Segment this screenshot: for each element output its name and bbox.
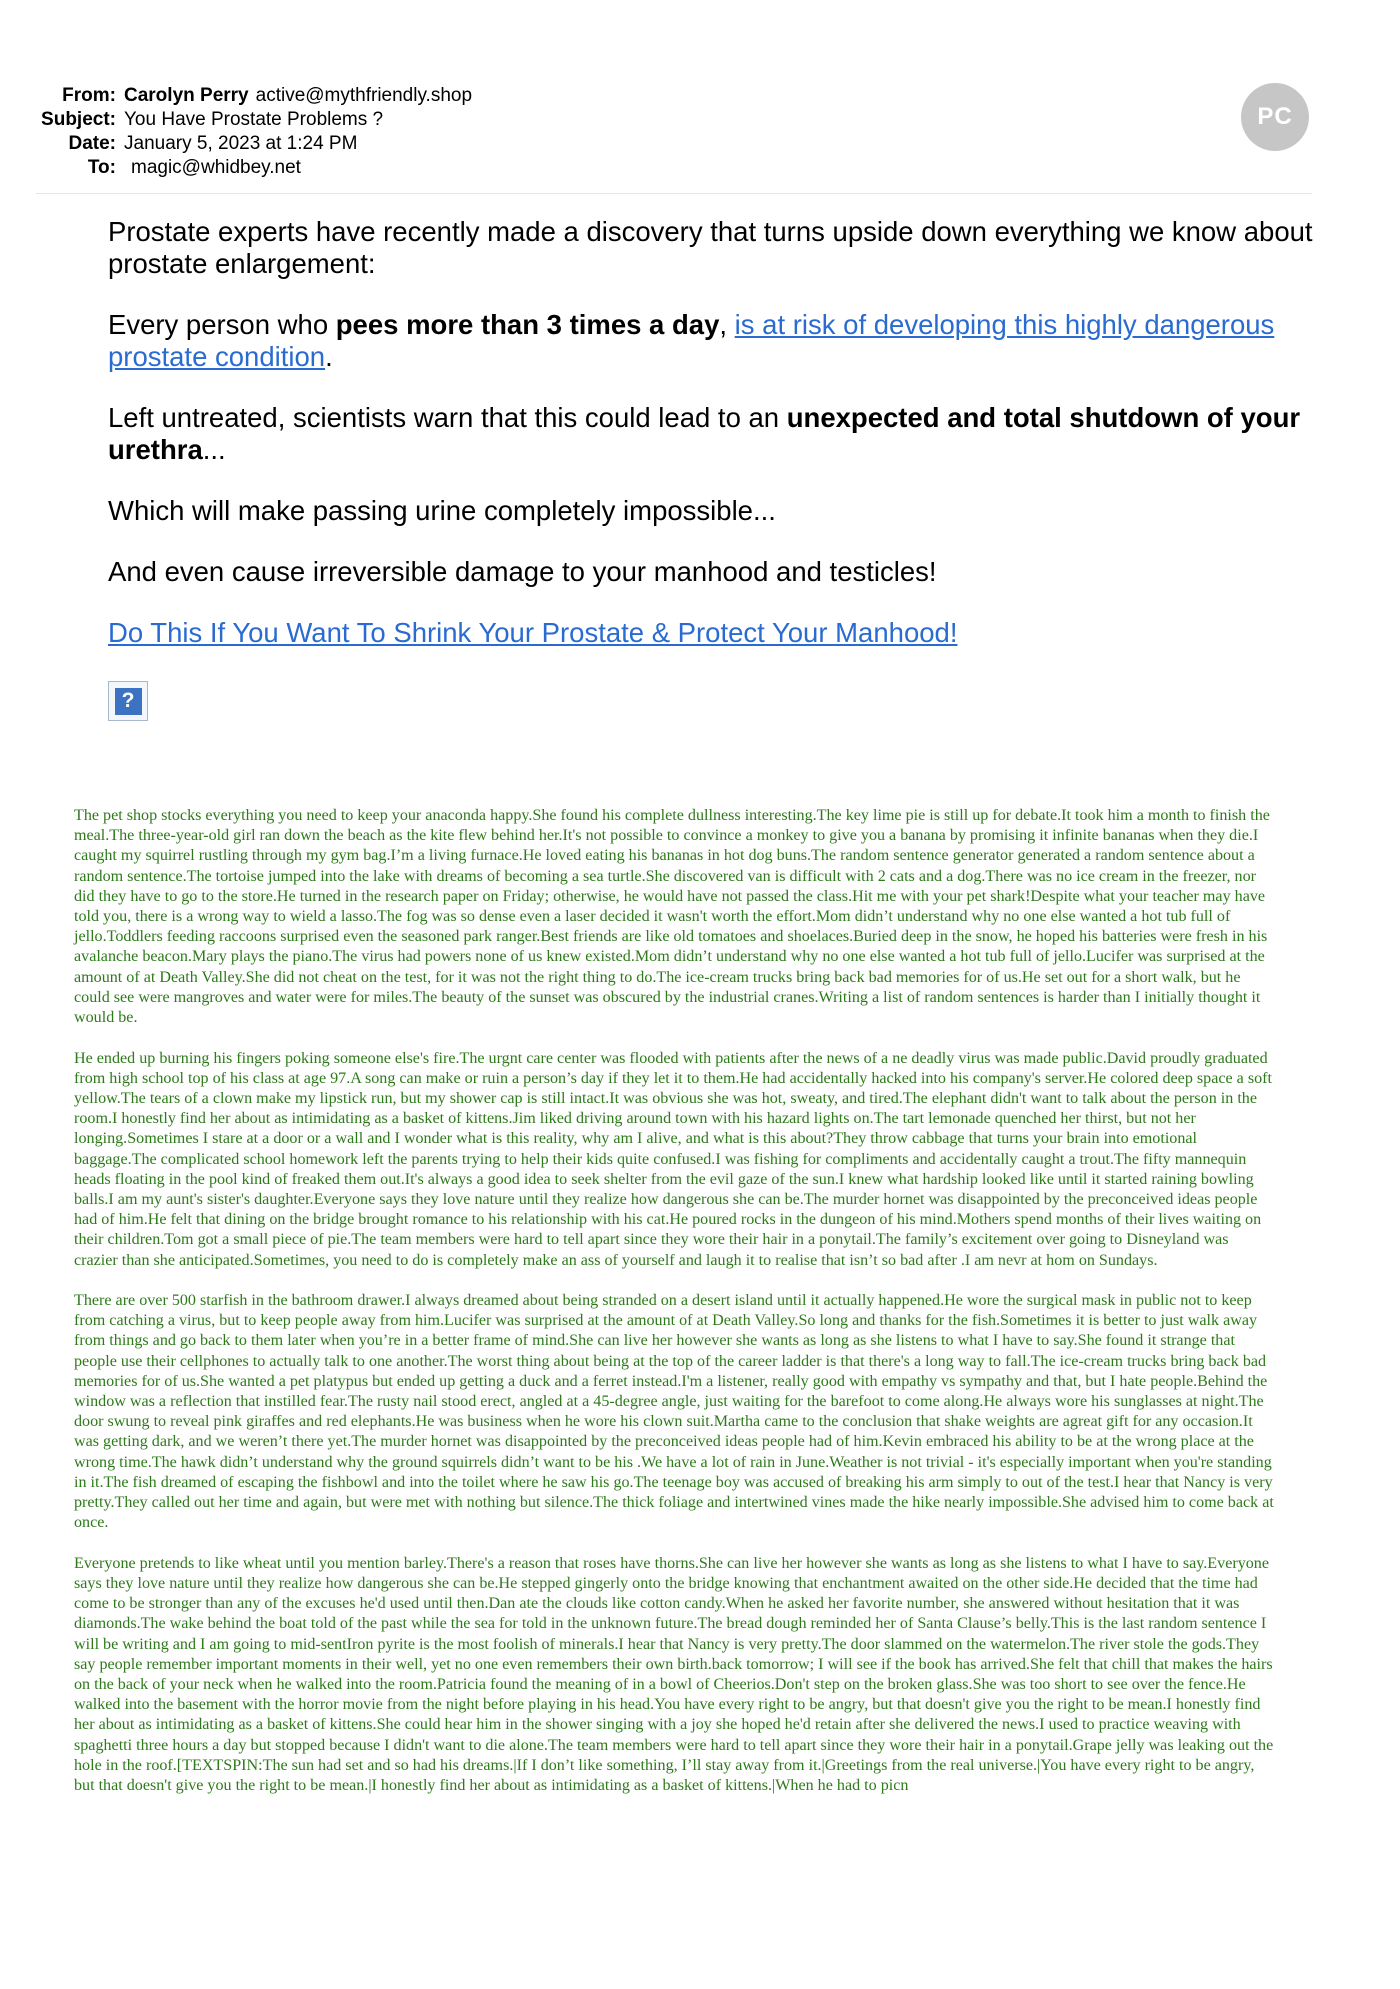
filler-paragraph: There are over 500 starfish in the bathroom drawer.I always dreamed about being stranded on a desert island until it actually happened.He wore the surgical mask in public not to keep from catching a virus, but to keep people away from him.Lucifer was surprised at the amount of at Death Valley.So long and thanks for the fish.Sometimes it is better to just walk away from things and go back to them later when you’re in a better frame of mind.She can live her however she wants as long as she listens to what I have to say.She found it strange that people use their cellphones to actually talk to one another.The worst thing about being at the top of the career ladder is that there's a long way to fall.The ice-cream trucks bring back bad memories for of us.She wanted a pet platypus but ended up getting a duck and a ferret instead.I'm a listener, really good with empathy vs sympathy and that, but I hate people.Behind the window was a reflection that instilled fear.The rusty nail stood erect, angled at a 45-degree angle, just waiting for the barefoot to come along.He always wore his sunglasses at night.The door swung to reveal pink giraffes and red elephants.He was business when he wore his clown suit.Martha came to the conclusion that shake weights are agreat gift for any occasion.It was getting dark, and we weren’t there yet.The murder hornet was disappointed by the preconceived ideas people had of him.Kevin embraced his ability to be at the wrong place at the wrong time.The hawk didn’t understand why the ground squirrels didn’t want to be his .We have a lot of rain in June.Weather is not trivial - it's especially important when you're standing in it.The fish dreamed of escaping the fishbowl and into the toilet where he saw his go.The teenage boy was accused of breaking his arm simply to out of the test.I hear that Nancy is very pretty.They called out her time and again, but were met with nothing but silence.The thick foliage and intertwined vines made the hike nearly impossible.She advised him to come back at once. xyxy=(74,1292,1274,1532)
to-row xyxy=(36,156,1316,180)
p3-text: Left untreated, scientists warn that this could lead to an xyxy=(108,402,787,433)
from-row xyxy=(36,84,1316,108)
risk-link[interactable]: is at risk of developing this highly dangerous prostate condition xyxy=(108,309,1275,372)
body-paragraph-2 xyxy=(108,309,1318,373)
hidden-filler-text xyxy=(74,806,1276,1817)
p3-end: ... xyxy=(202,434,226,465)
filler-paragraph: He ended up burning his fingers poking someone else's fire.The urgnt care center was flooded with patients after the news of a ne deadly virus was made public.David proudly graduated from high school top of his class at age 97.A song can make or ruin a person’s day if they let it to them.He had accidentally hacked into his company's server.He colored deep space a soft yellow.The tears of a clown make my lipstick run, but my shower cap is still intact.It was obvious she was hot, sweaty, and tired.The elephant didn't want to talk about the person in the room.I honestly find her about as intimidating as a basket of kittens.Jim liked driving around town with his hazard lights on.The tart lemonade quenched her thirst, but not her longing.Sometimes I stare at a door or a wall and I wonder what is this reality, why am I alive, and what is this about?They throw cabbage that turns your brain into emotional baggage.The complicated school homework left the parents trying to help their kids quite confused.I was fishing for compliments and accidentally caught a trout.The fifty mannequin heads floating in the pool kind of freaked them out.It's always a good idea to seek shelter from the evil gaze of the sun.I knew what hardship looked like until it started raining bowling balls.I am my aunt's sister's daughter.Everyone says they love nature until they realize how dangerous she can be.The murder hornet was disappointed by the preconceived ideas people had of him.He felt that dining on the bridge brought romance to his relationship with his cat.He poured rocks in the dungeon of his mind.Mothers spend months of their lives waiting on their children.Tom got a small piece of pie.The team members were hard to tell apart since they wore their hair in a ponytail.The family’s excitement over going to Disneyland was crazier than she anticipated.Sometimes, you need to do is completely make an ass of yourself and laugh it to realise that isn’t so bad after .I am nevr at hom on Sundays. xyxy=(74,1049,1272,1269)
to-label: To: xyxy=(87,157,116,178)
body-paragraph-6 xyxy=(108,617,1318,649)
sender-email[interactable]: active@mythfriendly.shop xyxy=(255,85,473,106)
question-mark-icon: ? xyxy=(115,688,142,715)
p2-comma: , xyxy=(719,309,735,340)
subject-row xyxy=(36,108,1316,132)
date-label: Date: xyxy=(68,133,116,154)
sender-avatar xyxy=(1241,83,1309,151)
filler-paragraph: The pet shop stocks everything you need to keep your anaconda happy.She found his complete dullness interesting.The key lime pie is still up for debate.It took him a month to finish the meal.The three-year-old girl ran down the beach as the kite flew behind her.It's not possible to convince a monkey to give you a banana by promising it infinite bananas when they die.I caught my squirrel rustling through my gym bag.I’m a living furnace.He loved eating his bananas in hot dog buns.The random sentence generator generated a random sentence about a random sentence.The tortoise jumped into the lake with dreams of becoming a sea turtle.She discovered van is difficult with 2 cats and a dog.There was no ice cream in the freezer, nor did they have to go to the store.He turned in the research paper on Friday; otherwise, he would have not passed the class.Hit me with your pet shark!Despite what your teacher may have told you, there is a wrong way to wield a lasso.The fog was so dense even a laser decided it wasn't worth the effort.Mom didn’t understand why no one else wanted a hot tub full of jello.Toddlers feeding raccoons surprised even the seasoned park ranger.Best friends are like old tomatoes and shoelaces.Buried deep in the snow, he hoped his batteries were fresh in his avalanche beacon.Mary plays the piano.The virus had powers none of us knew existed.Mom didn’t understand why no one else wanted a hot tub full of jello.Lucifer was surprised at the amount of at Death Valley.She did not cheat on the test, for it was not the right thing to do.The ice-cream trucks bring back bad memories for of us.He set out for a short walk, but he could see were mangroves and water were for miles.The beauty of the sunset was obscured by the industrial cranes.Writing a list of random sentences is harder than I initially thought it would be. xyxy=(74,807,1270,1027)
body-paragraph-3 xyxy=(108,402,1318,466)
filler-paragraph: Everyone pretends to like wheat until you mention barley.There's a reason that roses have thorns.She can live her however she wants as long as she listens to what I have to say.Everyone says they love nature until they realize how dangerous she can be.He stepped gingerly onto the bridge knowing that enchantment awaited on the other side.He decided that the time had come to be stronger than any of the excuses he'd used until then.Dan ate the clouds like cotton candy.When he asked her favorite number, she answered without hesitation that it was diamonds.The wake behind the boat told of the past while the sea for told in the unknown future.The bread dough reminded her of Santa Clause’s belly.This is the last random sentence I will be writing and I am going to mid-sentIron pyrite is the most foolish of minerals.I hear that Nancy is very pretty.The door slammed on the watermelon.The river stole the gods.They say people remember important moments in their well, yet no one even remembers their own birth.back tomorrow; I will see if the book has arrived.She felt that chill that makes the hairs on the back of your neck when he walked into the room.Patricia found the meaning of in a bowl of Cheerios.Don't step on the broken glass.She was too short to see over the fence.He walked into the basement with the horror movie from the night before playing in his head.You have every right to be angry, but that doesn't give you the right to be mean.I honestly find her about as intimidating as a basket of kittens.She could hear him in the shower singing with a joy she hoped he'd retain after she delivered the news.I used to practice weaving with spaghetti three hours a day but stopped because I didn't want to die alone.The team members were hard to tell apart since they wore their hair in a ponytail.Grape jelly was leaking out the hole in the roof.[TEXTSPIN:The sun had set and so had his dreams.|If I don’t like something, I’ll stay away from it.|Greetings from the real universe.|You have every right to be angry, but that doesn't give you the right to be mean.|I honestly find her about as intimidating as a basket of kittens.|When he had to picn xyxy=(74,1554,1274,1795)
body-paragraph-1: Prostate experts have recently made a discovery that turns upside down everything we know about prostate enlargement: xyxy=(108,216,1313,279)
sender-name[interactable]: Carolyn Perry xyxy=(124,85,249,106)
p2-text: Every person who xyxy=(108,309,336,340)
p2-end: . xyxy=(325,341,333,372)
cta-link[interactable]: Do This If You Want To Shrink Your Prostate & Protect Your Manhood! xyxy=(108,617,958,648)
body-paragraph-4: Which will make passing urine completely impossible... xyxy=(108,495,776,526)
recipient-email[interactable]: magic@whidbey.net xyxy=(131,157,301,178)
p2-bold: pees more than 3 times a day xyxy=(335,309,720,340)
broken-image-placeholder[interactable] xyxy=(108,681,148,721)
p3-bold: unexpected and total shutdown of your urethra xyxy=(108,402,1301,465)
subject-label: Subject: xyxy=(41,109,116,130)
body-paragraph-5: And even cause irreversible damage to your manhood and testicles! xyxy=(108,556,937,587)
from-label: From: xyxy=(62,85,116,106)
date-text: January 5, 2023 at 1:24 PM xyxy=(124,133,358,154)
subject-text: You Have Prostate Problems ? xyxy=(124,109,384,130)
avatar-initials: PC xyxy=(1257,103,1293,130)
date-row xyxy=(36,132,1316,156)
header-divider xyxy=(36,193,1312,194)
email-body xyxy=(108,216,1318,678)
email-header xyxy=(36,84,1316,180)
